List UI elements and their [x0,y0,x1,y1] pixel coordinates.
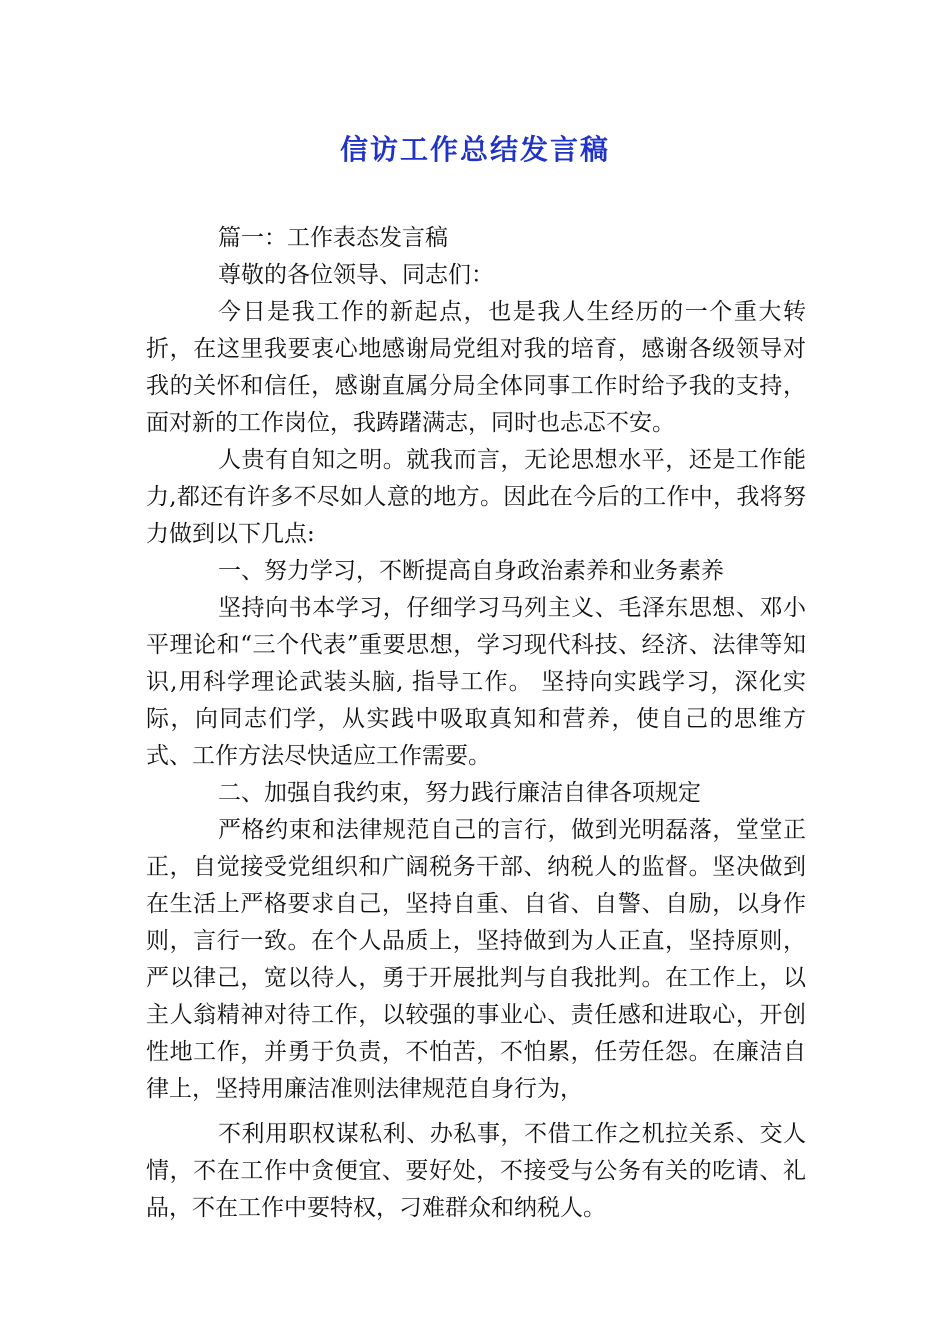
subheading: 一、努力学习，不断提高自身政治素养和业务素养 [218,558,724,584]
body-paragraph: 严格约束和法律规范自己的言行，做到光明磊落，堂堂正正，自觉接受党组织和广阔税务干部、纳税人的监督。坚决做到在生活上严格要求自己，坚持自重、自省、自警、自励，以身作则，言行一致。在个人品质上，坚持做到为人正直，坚持原则，严以律己，宽以待人，勇于开展批判与自我批判。在工作上，以主人翁精神对待工作，以较强的事业心、责任感和进取心，开创性地工作，并勇于负责，不怕苦，不怕累，任劳任怨。在廉洁自律上，坚持用廉洁准则法律规范自身行为， [146,817,806,1102]
document-body [146,220,806,1227]
document-title: 信访工作总结发言稿 [339,133,610,166]
body-paragraph: 不利用职权谋私利、办私事，不借工作之机拉关系、交人情，不在工作中贪便宜、要好处，不接受与公务有关的吃请、礼品，不在工作中要特权，刁难群众和纳税人。 [146,1121,806,1221]
salutation: 尊敬的各位领导、同志们： [218,262,494,288]
body-paragraph: 人贵有自知之明。就我而言，无论思想水平，还是工作能力,都还有许多不尽如人意的地方。因此在今后的工作中，我将努力做到以下几点: [146,447,806,547]
body-paragraph: 坚持向书本学习，仔细学习马列主义、毛泽东思想、邓小平理论和“三个代表”重要思想，学习现代科技、经济、法律等知识,用科学理论武装头脑, 指导工作。 坚持向实践学习，深化实际，向同志们学，从实践中吸取真知和营养，使自己的思维方式、工作方法尽快适应工作需要。 [146,595,806,769]
subheading: 二、加强自我约束，努力践行廉洁自律各项规定 [218,780,701,806]
section-heading: 篇一：工作表态发言稿 [218,225,448,251]
body-paragraph: 今日是我工作的新起点，也是我人生经历的一个重大转折，在这里我要衷心地感谢局党组对我的培育，感谢各级领导对我的关怀和信任，感谢直属分局全体同事工作时给予我的支持，面对新的工作岗位，我踌躇满志，同时也忐忑不安。 [146,299,806,436]
